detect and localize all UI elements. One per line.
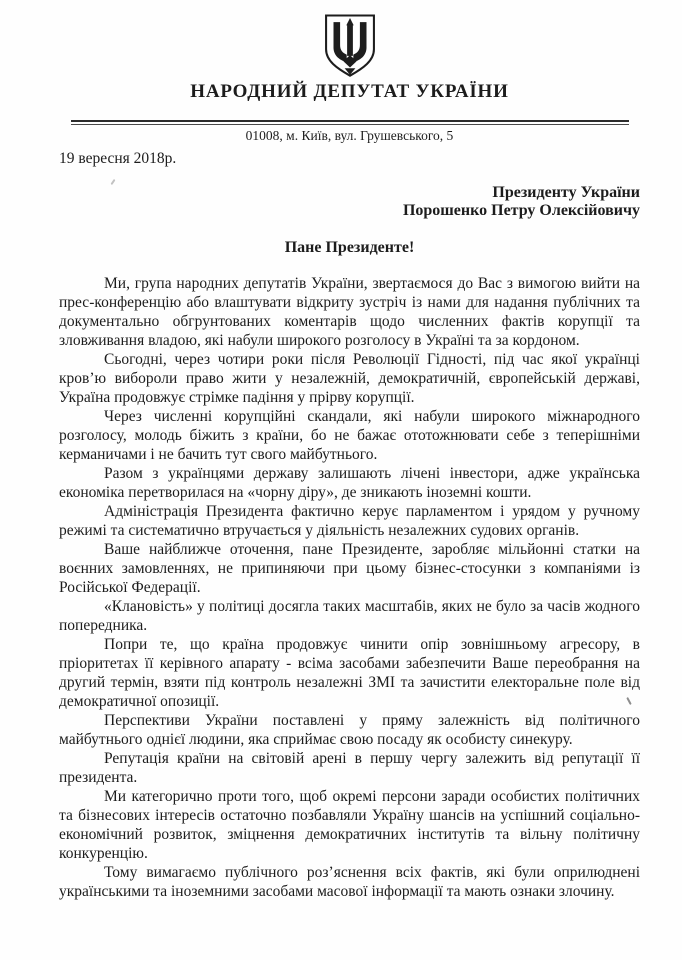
letter-body [59,274,640,901]
letter-paragraph: Ми, група народних депутатів України, звертаємося до Вас з вимогою вийти на прес-конференцію або влаштувати відкриту зустріч із нами для надання публічних та документально обгрунтованих коментарів щодо численних фактів корупції та зловживання владою, які набули широкого розголосу в Україні та за кордоном. [59,275,640,349]
letter-paragraph: Ваше найближче оточення, пане Президенте, заробляє мільйонні статки на воєнних замовленнях, не припиняючи при цьому бізнес-стосунки з компаніями із Російської Федерації. [59,541,640,596]
letterhead-title: НАРОДНИЙ ДЕПУТАТ УКРАЇНИ [190,81,509,102]
ukraine-trident-emblem-icon [318,13,382,79]
letterhead-divider [71,120,629,125]
letter-date: 19 вересня 2018р. [59,150,177,167]
letter-paragraph: Разом з українцями державу залишають лічені інвестори, адже українська економіка перетворилася на «чорну діру», де зникають іноземні кошти. [59,465,640,501]
letter-paragraph: Сьогодні, через чотири роки після Революції Гідності, під час якої українці кров’ю вибороли право жити у незалежній, демократичній, європейській державі, Україна продовжує стрімке падіння у прірву корупції. [59,351,640,406]
letterhead-address: 01008, м. Київ, вул. Грушевського, 5 [245,128,454,143]
letter-paragraph: «Клановість» у політиці досягла таких масштабів, яких не було за часів жодного попередника. [59,598,640,634]
recipient-block [59,184,640,220]
recipient-line-1: Президенту України [492,184,640,201]
recipient-line-2: Порошенко Петру Олексійовичу [402,202,640,219]
letter-paragraph: Перспективи України поставлені у пряму залежність від політичного майбутнього однієї людини, яка сприймає свою посаду як особисту синекуру. [59,712,640,748]
letter-paragraph: Попри те, що країна продовжує чинити опір зовнішньому агресору, в пріоритетах її керівного апарату - всіма засобами забезпечити Ваше переобрання на другий термін, взяти під контроль незалежні ЗМІ та зачистити електоральне поле від демократичної опозиції. [59,636,640,710]
letterhead [59,13,640,143]
letter-paragraph: Тому вимагаємо публічного роз’яснення всіх фактів, які були оприлюднені українськими та іноземними засобами масової інформації та мають ознаки злочину. [59,864,640,900]
salutation: Пане Президенте! [284,239,415,256]
letter-paragraph: Репутація країни на світовій арені в першу чергу залежить від репутації її президента. [59,750,640,786]
letter-paragraph: Адміністрація Президента фактично керує парламентом і урядом у ручному режимі та систематично втручається у діяльність незалежних судових органів. [59,503,640,539]
letter-paragraph: Ми категорично проти того, щоб окремі персони заради особистих політичних та бізнесових інтересів остаточно позбавляли Україну шансів на успішний соціально-економічний розвиток, зміцнення демократичних інститутів та вільну політичну конкуренцію. [59,788,640,862]
letter-paragraph: Через численні корупційні скандали, які набули широкого міжнародного розголосу, молодь біжить з країни, бо не бажає ототожнювати себе з теперішніми керманичами і не бачить тут свого майбутнього. [59,408,640,463]
